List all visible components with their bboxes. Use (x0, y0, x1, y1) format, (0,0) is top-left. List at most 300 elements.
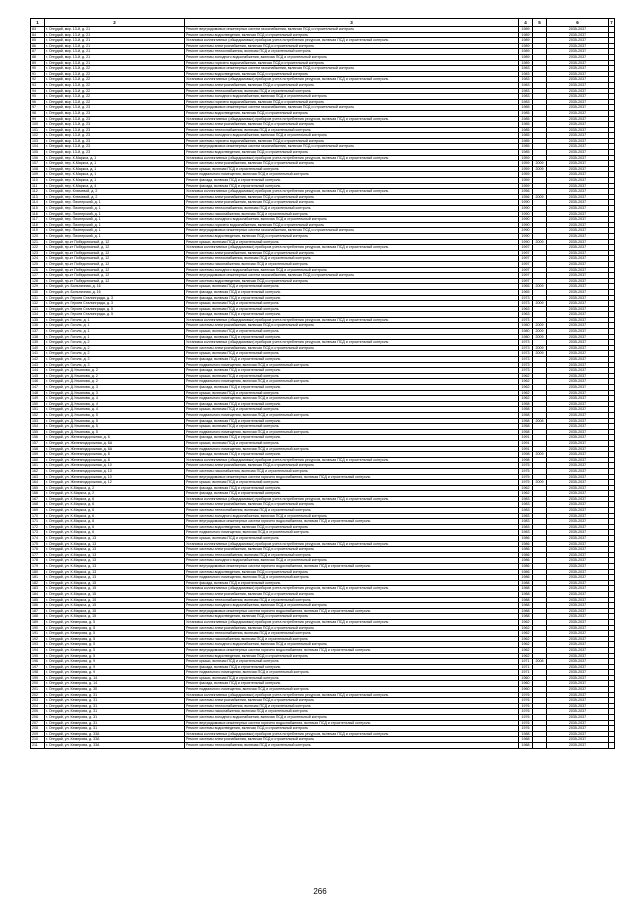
cell-work-type: Ремонт системы теплоснабжения, включая ПСД и строительный контроль (185, 597, 519, 603)
cell-work-type: Ремонт крыши, включая ПСД и строительный контроль (185, 536, 519, 542)
cell-address: г. Онгудай, ул. Больничная, д. 16 (45, 289, 185, 295)
cell-year-built: 1976 (519, 720, 533, 726)
cell-planned-period: 2035-2037 (547, 334, 609, 340)
cell-year-built: 1988 (519, 591, 533, 597)
cell-extra (609, 743, 615, 749)
cell-work-type: Ремонт системы холодного водоснабжения, включая ПСД и строительный контроль (185, 513, 519, 519)
cell-row-number: 103 (31, 138, 45, 144)
cell-row-number: 193 (31, 642, 45, 648)
cell-work-type: Ремонт системы электроснабжения, включая ПСД и строительный контроль (185, 502, 519, 508)
cell-work-type: Ремонт системы холодного водоснабжения, включая ПСД и строительный контроль (185, 267, 519, 273)
cell-work-type: Установка коллективных (общедомовых) приборов учета потребления ресурсов, включая ПСД и строительный контроль (185, 692, 519, 698)
cell-address: г. Онгудай, пер. К.Маркса, д. 1 (45, 178, 185, 184)
cell-year-built: 1988 (519, 743, 533, 749)
cell-address: г. Онгудай, ул. Кемерова, д. 31 (45, 703, 185, 709)
cell-year-built: 1990 (519, 211, 533, 217)
cell-planned-period: 2035-2037 (547, 552, 609, 558)
cell-year-built: 1973 (519, 368, 533, 374)
cell-year-built: 1983 (519, 519, 533, 525)
cell-address: г. Онгудай, ул. Д.Ульянова, д. 2 (45, 368, 185, 374)
cell-address: г. Онгудай, ул. Кемерова, д. 30 (45, 687, 185, 693)
cell-address: г. Онгудай, ул. Д.Ульянова, д. 3 (45, 385, 185, 391)
cell-row-number: 186 (31, 603, 45, 609)
cell-row-number: 110 (31, 178, 45, 184)
cell-year-built: 1971 (519, 670, 533, 676)
cell-year-last-repair: 2009 (533, 194, 547, 200)
cell-planned-period: 2035-2037 (547, 603, 609, 609)
cell-year-last-repair: 2009 (533, 284, 547, 290)
cell-address: г. Онгудай, ул. Кемерова, д. 33А (45, 743, 185, 749)
cell-planned-period: 2035-2037 (547, 670, 609, 676)
cell-work-type: Ремонт системы водоотведения, включая ПСД и строительный контроль (185, 110, 519, 116)
cell-work-type: Ремонт системы газоснабжения, включая ПСД и строительный контроль (185, 636, 519, 642)
cell-year-built: 1959 (519, 155, 533, 161)
cell-work-type: Ремонт крыши, включая ПСД и строительный контроль (185, 301, 519, 307)
cell-row-number: 97 (31, 105, 45, 111)
cell-address: г. Онгудай, ул. Кемерова, д. 9 (45, 670, 185, 676)
cell-work-type: Ремонт системы электроснабжения, включая ПСД и строительный контроль (185, 161, 519, 167)
cell-row-number: 106 (31, 155, 45, 161)
cell-work-type: Ремонт системы теплоснабжения, включая ПСД и строительный контроль (185, 743, 519, 749)
cell-planned-period: 2035-2037 (547, 122, 609, 128)
cell-planned-period: 2035-2037 (547, 228, 609, 234)
cell-row-number: 150 (31, 401, 45, 407)
cell-row-number: 98 (31, 110, 45, 116)
cell-work-type: Ремонт подвального помещения, включая ПСД и строительный контроль (185, 429, 519, 435)
cell-row-number: 195 (31, 653, 45, 659)
cell-address: г. Онгудай, ул. К.Маркса, д. 15 (45, 603, 185, 609)
cell-work-type: Установка коллективных (общедомовых) приборов учета потребления ресурсов, включая ПСД и строительный контроль (185, 155, 519, 161)
cell-work-type: Ремонт фасада, включая ПСД и строительный контроль (185, 418, 519, 424)
cell-planned-period: 2035-2037 (547, 373, 609, 379)
cell-row-number: 208 (31, 726, 45, 732)
cell-planned-period: 2035-2037 (547, 77, 609, 83)
cell-year-built: 1962 (519, 396, 533, 402)
cell-row-number: 191 (31, 631, 45, 637)
cell-address: г. Онгудай, мкр. 13-й, д. 22 (45, 66, 185, 72)
cell-planned-period: 2035-2037 (547, 524, 609, 530)
cell-work-type: Ремонт системы водоотведения, включая ПСД и строительный контроль (185, 233, 519, 239)
cell-work-type: Ремонт фасада, включая ПСД и строительный контроль (185, 295, 519, 301)
cell-row-number: 117 (31, 217, 45, 223)
cell-row-number: 206 (31, 715, 45, 721)
cell-work-type: Ремонт внутридомовых инженерных систем горячего водоснабжения, включая ПСД и строительный контроль (185, 474, 519, 480)
cell-row-number: 172 (31, 524, 45, 530)
cell-address: г. Онгудай, ул. К.Маркса, д. 6 (45, 513, 185, 519)
cell-address: г. Онгудай, ул. Железнодорожная, д. 6 (45, 435, 185, 441)
cell-work-type: Ремонт внутридомовых инженерных систем горячего водоснабжения, включая ПСД и строительный контроль (185, 519, 519, 525)
cell-year-last-repair: 2008 (533, 418, 547, 424)
cell-row-number: 124 (31, 256, 45, 262)
cell-address: г. Онгудай, ул. Д.Ульянова, д. 5 (45, 429, 185, 435)
cell-year-built: 1990 (519, 200, 533, 206)
cell-row-number: 189 (31, 619, 45, 625)
cell-planned-period: 2035-2037 (547, 27, 609, 33)
cell-row-number: 199 (31, 675, 45, 681)
cell-year-built: 1997 (519, 256, 533, 262)
cell-work-type: Ремонт подвального помещения, включая ПСД и строительный контроль (185, 362, 519, 368)
cell-work-type: Ремонт крыши, включая ПСД и строительный контроль (185, 351, 519, 357)
cell-planned-period: 2035-2037 (547, 368, 609, 374)
cell-row-number: 123 (31, 250, 45, 256)
cell-address: г. Онгудай, пер. К.Маркса, д. 1 (45, 155, 185, 161)
cell-year-built: 1989 (519, 49, 533, 55)
cell-address: г. Онгудай, мкр. 13-й, д. 21 (45, 32, 185, 38)
cell-address: г. Онгудай, ул. К.Маркса, д. 15 (45, 586, 185, 592)
cell-row-number: 151 (31, 407, 45, 413)
cell-address: г. Онгудай, ул. Железнодорожная, д. 10 (45, 468, 185, 474)
cell-year-built: 1997 (519, 245, 533, 251)
cell-planned-period: 2035-2037 (547, 519, 609, 525)
cell-row-number: 102 (31, 133, 45, 139)
cell-row-number: 143 (31, 362, 45, 368)
cell-year-built: 1983 (519, 502, 533, 508)
cell-planned-period: 2035-2037 (547, 261, 609, 267)
cell-row-number: 202 (31, 692, 45, 698)
cell-planned-period: 2035-2037 (547, 424, 609, 430)
cell-planned-period: 2035-2037 (547, 586, 609, 592)
cell-planned-period: 2035-2037 (547, 211, 609, 217)
cell-work-type: Ремонт крыши, включая ПСД и строительный контроль (185, 239, 519, 245)
cell-year-last-repair: 2009 (533, 334, 547, 340)
cell-address: г. Онгудай, мкр. 13-й, д. 23 (45, 133, 185, 139)
cell-year-built: 1990 (519, 206, 533, 212)
cell-year-built: 1997 (519, 278, 533, 284)
cell-year-built: 1989 (519, 32, 533, 38)
cell-row-number: 140 (31, 345, 45, 351)
cell-year-built: 1986 (519, 552, 533, 558)
cell-planned-period: 2035-2037 (547, 692, 609, 698)
cell-planned-period: 2035-2037 (547, 306, 609, 312)
cell-planned-period: 2035-2037 (547, 172, 609, 178)
cell-row-number: 115 (31, 206, 45, 212)
cell-row-number: 125 (31, 261, 45, 267)
cell-address: г. Онгудай, мкр. 13-й, д. 23 (45, 127, 185, 133)
cell-planned-period: 2035-2037 (547, 116, 609, 122)
cell-planned-period: 2035-2037 (547, 530, 609, 536)
cell-address: г. Онгудай, ул. Железнодорожная, д. 6А (45, 440, 185, 446)
cell-row-number: 101 (31, 127, 45, 133)
header-col-7: 7 (610, 20, 613, 25)
cell-work-type: Ремонт системы холодного водоснабжения, включая ПСД и строительный контроль (185, 133, 519, 139)
cell-address: г. Онгудай, ул. Кемерова, д. 33А (45, 731, 185, 737)
cell-work-type: Ремонт фасада, включая ПСД и строительный контроль (185, 491, 519, 497)
cell-address: г. Онгудай, пр-кт Победоносный, д. 12 (45, 261, 185, 267)
cell-year-built: 1991 (519, 446, 533, 452)
cell-year-built: 1983 (519, 71, 533, 77)
cell-work-type: Ремонт внутридомовых инженерных систем газоснабжения, включая ПСД и строительный контроль (185, 105, 519, 111)
cell-planned-period: 2035-2037 (547, 250, 609, 256)
cell-work-type: Ремонт фасада, включая ПСД и строительный контроль (185, 664, 519, 670)
page-number: 266 (313, 887, 327, 896)
cell-year-built: 1986 (519, 536, 533, 542)
cell-year-built: 1990 (519, 217, 533, 223)
cell-year-built: 1956 (519, 189, 533, 195)
cell-year-built: 1973 (519, 301, 533, 307)
cell-row-number: 121 (31, 239, 45, 245)
cell-work-type: Ремонт системы электроснабжения, включая ПСД и строительный контроль (185, 547, 519, 553)
cell-year-built: 1965 (519, 284, 533, 290)
cell-planned-period: 2035-2037 (547, 675, 609, 681)
cell-year-built: 1975 (519, 468, 533, 474)
cell-address: г. Онгудай, ул. Героев Сталинграда, д. 5 (45, 312, 185, 318)
cell-planned-period: 2035-2037 (547, 396, 609, 402)
cell-planned-period: 2035-2037 (547, 653, 609, 659)
cell-year-built: 1976 (519, 726, 533, 732)
header-col-3: 3 (185, 19, 519, 27)
cell-work-type: Установка коллективных (общедомовых) приборов учета потребления ресурсов, включая ПСД и строительный контроль (185, 38, 519, 44)
cell-planned-period: 2035-2037 (547, 133, 609, 139)
cell-work-type: Ремонт системы горячего водоснабжения, включая ПСД и строительный контроль (185, 99, 519, 105)
cell-year-built: 1988 (519, 597, 533, 603)
cell-year-built: 1980 (519, 334, 533, 340)
cell-row-number: 187 (31, 608, 45, 614)
cell-work-type: Ремонт крыши, включая ПСД и строительный контроль (185, 390, 519, 396)
cell-row-number: 104 (31, 144, 45, 150)
cell-year-built: 1963 (519, 312, 533, 318)
cell-address: г. Онгудай, ул. К.Маркса, д. 13 (45, 547, 185, 553)
cell-planned-period: 2035-2037 (547, 127, 609, 133)
cell-planned-period: 2035-2037 (547, 284, 609, 290)
cell-address: г. Онгудай, ул. Кемерова, д. 5 (45, 625, 185, 631)
cell-address: г. Онгудай, ул. Гоголя, д. 1 (45, 329, 185, 335)
cell-planned-period: 2035-2037 (547, 340, 609, 346)
cell-row-number: 105 (31, 150, 45, 156)
cell-work-type: Установка коллективных (общедомовых) приборов учета потребления ресурсов, включая ПСД и строительный контроль (185, 245, 519, 251)
cell-planned-period: 2035-2037 (547, 217, 609, 223)
cell-address: г. Онгудай, ул. К.Маркса, д. 6 (45, 496, 185, 502)
cell-planned-period: 2035-2037 (547, 575, 609, 581)
cell-year-built: 1959 (519, 161, 533, 167)
cell-address: г. Онгудай, ул. Кемерова, д. 31 (45, 709, 185, 715)
cell-address: г. Онгудай, мкр. 13-й, д. 22 (45, 88, 185, 94)
cell-row-number: 210 (31, 737, 45, 743)
cell-year-built: 1983 (519, 496, 533, 502)
cell-year-built: 1988 (519, 731, 533, 737)
cell-work-type: Ремонт системы электроснабжения, включая ПСД и строительный контроль (185, 625, 519, 631)
cell-work-type: Ремонт системы холодного водоснабжения, включая ПСД и строительный контроль (185, 94, 519, 100)
cell-year-built: 1986 (519, 558, 533, 564)
cell-address: г. Онгудай, ул. Д.Ульянова, д. 2 (45, 373, 185, 379)
cell-year-built: 1983 (519, 82, 533, 88)
cell-planned-period: 2035-2037 (547, 94, 609, 100)
cell-work-type: Ремонт системы водоотведения, включая ПСД и строительный контроль (185, 32, 519, 38)
cell-row-number: 134 (31, 312, 45, 318)
cell-planned-period: 2035-2037 (547, 144, 609, 150)
cell-address: г. Онгудай, пер. К.Маркса, д. 1 (45, 166, 185, 172)
cell-row-number: 92 (31, 77, 45, 83)
cell-row-number: 182 (31, 580, 45, 586)
cell-planned-period: 2035-2037 (547, 379, 609, 385)
cell-year-built: 1959 (519, 172, 533, 178)
cell-work-type: Ремонт системы горячего водоснабжения, включая ПСД и строительный контроль (185, 222, 519, 228)
cell-planned-period: 2035-2037 (547, 161, 609, 167)
cell-planned-period: 2035-2037 (547, 647, 609, 653)
table-body (31, 27, 615, 749)
cell-row-number: 188 (31, 614, 45, 620)
cell-planned-period: 2035-2037 (547, 345, 609, 351)
table-row (31, 743, 615, 749)
cell-year-built: 1988 (519, 608, 533, 614)
cell-row-number: 108 (31, 166, 45, 172)
cell-row-number: 137 (31, 329, 45, 335)
cell-work-type: Ремонт системы горячего водоснабжения, включая ПСД и строительный контроль (185, 138, 519, 144)
cell-planned-period: 2035-2037 (547, 474, 609, 480)
cell-address: г. Онгудай, мкр. 13-й, д. 23 (45, 144, 185, 150)
cell-work-type: Ремонт системы электроснабжения, включая ПСД и строительный контроль (185, 591, 519, 597)
cell-address: г. Онгудай, ул. Железнодорожная, д. 6А (45, 446, 185, 452)
cell-year-last-repair: 2009 (533, 166, 547, 172)
cell-row-number: 178 (31, 558, 45, 564)
cell-planned-period: 2035-2037 (547, 412, 609, 418)
cell-address: г. Онгудай, пер. К.Маркса, д. 1 (45, 172, 185, 178)
cell-year-last-repair: 2009 (533, 329, 547, 335)
cell-row-number: 185 (31, 597, 45, 603)
cell-address: г. Онгудай, ул. К.Маркса, д. 13 (45, 536, 185, 542)
cell-address: г. Онгудай, пер. Ключевой, д. 2 (45, 194, 185, 200)
cell-address: г. Онгудай, ул. Героев Сталинграда, д. 3 (45, 295, 185, 301)
cell-year-built: 1990 (519, 228, 533, 234)
cell-year-built: 1975 (519, 474, 533, 480)
cell-planned-period: 2035-2037 (547, 614, 609, 620)
cell-year-built: 1980 (519, 329, 533, 335)
cell-year-built: 1962 (519, 619, 533, 625)
cell-address: г. Онгудай, ул. Д.Ульянова, д. 5 (45, 424, 185, 430)
cell-year-built: 1962 (519, 491, 533, 497)
cell-address: г. Онгудай, пер. Ключевой, д. 2 (45, 189, 185, 195)
cell-year-built: 1962 (519, 642, 533, 648)
cell-planned-period: 2035-2037 (547, 178, 609, 184)
cell-address: г. Онгудай, ул. Кемерова, д. 5 (45, 636, 185, 642)
cell-planned-period: 2035-2037 (547, 508, 609, 514)
cell-row-number: 138 (31, 334, 45, 340)
cell-address: г. Онгудай, мкр. 13-й, д. 21 (45, 27, 185, 33)
cell-address: г. Онгудай, ул. Кемерова, д. 5 (45, 653, 185, 659)
cell-row-number: 93 (31, 82, 45, 88)
cell-year-built: 1959 (519, 178, 533, 184)
cell-year-built: 1973 (519, 317, 533, 323)
cell-work-type: Ремонт системы газоснабжения, включая ПСД и строительный контроль (185, 211, 519, 217)
cell-year-built: 1991 (519, 435, 533, 441)
cell-work-type: Ремонт системы газоснабжения, включая ПСД и строительный контроль (185, 261, 519, 267)
cell-work-type: Ремонт подвального помещения, включая ПСД и строительный контроль (185, 670, 519, 676)
cell-planned-period: 2035-2037 (547, 726, 609, 732)
cell-row-number: 129 (31, 284, 45, 290)
cell-address: г. Онгудай, мкр. 13-й, д. 21 (45, 43, 185, 49)
cell-row-number: 122 (31, 245, 45, 251)
cell-planned-period: 2035-2037 (547, 32, 609, 38)
cell-address: г. Онгудай, ул. Железнодорожная, д. 10 (45, 474, 185, 480)
cell-planned-period: 2035-2037 (547, 502, 609, 508)
cell-row-number: 149 (31, 396, 45, 402)
cell-address: г. Онгудай, ул. К.Маркса, д. 13 (45, 564, 185, 570)
cell-planned-period: 2035-2037 (547, 547, 609, 553)
cell-year-built: 1971 (519, 659, 533, 665)
cell-work-type: Ремонт подвального помещения, включая ПСД и строительный контроль (185, 446, 519, 452)
cell-work-type: Ремонт подвального помещения, включая ПСД и строительный контроль (185, 530, 519, 536)
cell-address: г. Онгудай, ул. К.Маркса, д. 13 (45, 552, 185, 558)
cell-work-type: Ремонт фасада, включая ПСД и строительный контроль (185, 289, 519, 295)
cell-year-built: 1983 (519, 513, 533, 519)
cell-address: г. Онгудай, ул. Кемерова, д. 31 (45, 692, 185, 698)
cell-row-number: 190 (31, 625, 45, 631)
cell-year-built: 1983 (519, 524, 533, 530)
cell-work-type: Ремонт внутридомовых инженерных систем газоснабжения, включая ПСД и строительный контроль (185, 27, 519, 33)
cell-year-built: 1962 (519, 631, 533, 637)
cell-address: г. Онгудай, ул. К.Маркса, д. 15 (45, 614, 185, 620)
cell-work-type: Ремонт внутридомовых инженерных систем горячего водоснабжения, включая ПСД и строительный контроль (185, 564, 519, 570)
cell-year-built: 1988 (519, 586, 533, 592)
cell-address: г. Онгудай, ул. К.Маркса, д. 13 (45, 569, 185, 575)
cell-row-number: 173 (31, 530, 45, 536)
cell-work-type: Ремонт системы водоотведения, включая ПСД и строительный контроль (185, 278, 519, 284)
cell-year-built: 1960 (519, 675, 533, 681)
cell-year-last-repair: 2009 (533, 452, 547, 458)
header-col-2: 2 (45, 19, 185, 27)
cell-work-type: Ремонт системы водоотведения, включая ПСД и строительный контроль (185, 614, 519, 620)
cell-row-number: 180 (31, 569, 45, 575)
cell-planned-period: 2035-2037 (547, 317, 609, 323)
cell-planned-period: 2035-2037 (547, 715, 609, 721)
cell-address: г. Онгудай, ул. Кемерова, д. 5 (45, 631, 185, 637)
cell-work-type: Ремонт фасада, включая ПСД и строительный контроль (185, 435, 519, 441)
cell-address: г. Онгудай, пер. К.Маркса, д. 1 (45, 161, 185, 167)
cell-work-type: Ремонт системы электроснабжения, включая ПСД и строительный контроль (185, 122, 519, 128)
cell-address: г. Онгудай, пер. Пионерский, д. 1 (45, 217, 185, 223)
cell-work-type: Ремонт фасада, включая ПСД и строительный контроль (185, 334, 519, 340)
capital-repair-table (30, 18, 615, 749)
cell-year-built: 1983 (519, 88, 533, 94)
cell-work-type: Ремонт системы горячего водоснабжения, включая ПСД и строительный контроль (185, 60, 519, 66)
cell-address: г. Онгудай, мкр. 13-й, д. 23 (45, 122, 185, 128)
cell-row-number: 116 (31, 211, 45, 217)
cell-work-type: Ремонт системы электроснабжения, включая ПСД и строительный контроль (185, 194, 519, 200)
cell-row-number: 165 (31, 485, 45, 491)
cell-planned-period: 2035-2037 (547, 256, 609, 262)
cell-row-number: 127 (31, 273, 45, 279)
cell-address: г. Онгудай, ул. Д.Ульянова, д. 5 (45, 412, 185, 418)
cell-address: г. Онгудай, ул. Гоголя, д. 2 (45, 345, 185, 351)
cell-planned-period: 2035-2037 (547, 54, 609, 60)
cell-address: г. Онгудай, ул. Железнодорожная, д. 8 (45, 457, 185, 463)
cell-row-number: 168 (31, 502, 45, 508)
cell-row-number: 91 (31, 71, 45, 77)
cell-address: г. Онгудай, мкр. 13-й, д. 22 (45, 94, 185, 100)
cell-address: г. Онгудай, ул. Кемерова, д. 5 (45, 647, 185, 653)
cell-year-built: 1986 (519, 575, 533, 581)
cell-work-type: Ремонт подвального помещения, включая ПСД и строительный контроль (185, 687, 519, 693)
cell-row-number: 152 (31, 412, 45, 418)
cell-work-type: Ремонт системы водоотведения, включая ПСД и строительный контроль (185, 726, 519, 732)
cell-address: г. Онгудай, ул. Кемерова, д. 33А (45, 737, 185, 743)
cell-year-built: 1985 (519, 144, 533, 150)
cell-work-type: Ремонт системы газоснабжения, включая ПСД и строительный контроль (185, 468, 519, 474)
cell-work-type: Ремонт фасада, включая ПСД и строительный контроль (185, 452, 519, 458)
cell-year-last-repair: 2008 (533, 659, 547, 665)
cell-row-number: 148 (31, 390, 45, 396)
cell-work-type: Ремонт внутридомовых инженерных систем газоснабжения, включая ПСД и строительный контроль (185, 273, 519, 279)
cell-planned-period: 2035-2037 (547, 189, 609, 195)
cell-year-built: 1973 (519, 340, 533, 346)
cell-address: г. Онгудай, ул. Кемерова, д. 9 (45, 659, 185, 665)
cell-work-type: Ремонт системы электроснабжения, включая ПСД и строительный контроль (185, 463, 519, 469)
cell-planned-period: 2035-2037 (547, 687, 609, 693)
cell-year-built: 1962 (519, 653, 533, 659)
cell-planned-period: 2035-2037 (547, 233, 609, 239)
cell-work-type: Ремонт фасада, включая ПСД и строительный контроль (185, 681, 519, 687)
cell-year-built: 1975 (519, 480, 533, 486)
cell-work-type: Ремонт системы электроснабжения, включая ПСД и строительный контроль (185, 345, 519, 351)
